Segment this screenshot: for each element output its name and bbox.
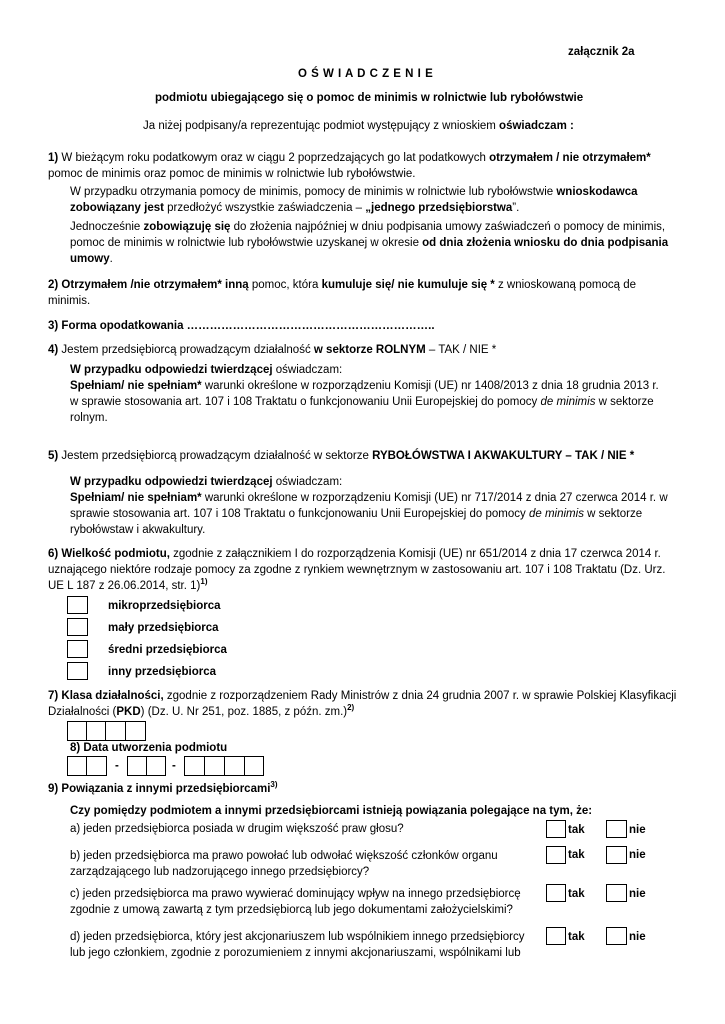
date-separator: - [115, 760, 119, 772]
date-month-cell[interactable] [127, 756, 147, 776]
section-4: 4) Jestem przedsiębiorcą prowadzącym działalność w sektorze ROLNYM – TAK / NIE * [48, 344, 497, 356]
no-label-b: nie [629, 849, 646, 861]
document-subtitle: podmiotu ubiegającego się o pomoc de minimis w rolnictwie lub rybołówstwie [155, 92, 584, 104]
document-title: O Ś W I A D C Z E N I E [298, 68, 434, 80]
section-6: 6) Wielkość podmiotu, zgodnie z załącznikiem I do rozporządzenia Komisji (UE) nr 651/2014 z dnia 17 czerwca 2014 r. uznającego niektóre rodzaje pomocy za zgodne z rynkiem wewnętrznym w zastosowaniu art. 107 i 108 Traktatu (Dz. Urz. UE L 187 z 26.06.2014, str. 1)$^{1)}$ [48, 548, 666, 592]
option-label-medium: średni przedsiębiorca [108, 644, 227, 656]
checkbox-medium[interactable] [67, 640, 88, 658]
relation-item-b: b) jeden przedsiębiorca ma prawo powołać lub odwołać większość członków organu zarządzającego lub nadzorującego innego przedsiębiorcy? [70, 850, 498, 878]
checkbox-micro[interactable] [67, 596, 88, 614]
no-checkbox-c[interactable] [606, 884, 627, 902]
date-year-cell[interactable] [184, 756, 205, 776]
section-1-para-2: W przypadku otrzymania pomocy de minimis, pomocy de minimis w rolnictwie lub rybołówstwie wnioskodawca zobowiązany jest przedłożyć wszystkie zaświadczenia – „jednego przedsiębiorstwa”. [70, 186, 638, 214]
relation-item-a: a) jeden przedsiębiorca posiada w drugim większość praw głosu? [70, 823, 404, 835]
date-day-cell[interactable] [67, 756, 87, 776]
relation-item-d: d) jeden przedsiębiorca, który jest akcjonariuszem lub wspólnikiem innego przedsiębiorcy lub jego członkiem, zgodnie z porozumieniem z innymi akcjonariuszami, wspólnikami lub [70, 931, 525, 959]
date-year-cell[interactable] [204, 756, 225, 776]
section-9-question: Czy pomiędzy podmiotem a innymi przedsiębiorcami istnieją powiązania polegające na tym, że: [70, 805, 593, 817]
no-checkbox-d[interactable] [606, 927, 627, 945]
section-5: 5) Jestem przedsiębiorcą prowadzącym działalność w sektorze RYBOŁÓWSTWA I AKWAKULTURY – TAK / NIE * [48, 450, 635, 462]
pkd-cell[interactable] [67, 721, 87, 741]
section-5-details: W przypadku odpowiedzi twierdzącej oświadczam: Spełniam/ nie spełniam* warunki określone w rozporządzeniu Komisji (UE) nr 717/2014 z dnia 27 czerwca 2014 r. w sprawie stosowania art. 107 i 108 Traktatu o funkcjonowaniu Unii Europejskiej do pomocy de minimis w sektorze rybołówstaw i akwakultury. [70, 476, 668, 536]
date-year-cell[interactable] [224, 756, 245, 776]
section-1-para-3: Jednocześnie zobowiązuję się do złożenia najpóźniej w dniu podpisania umowy zaświadczeń o pomocy de minimis, pomoc de minimis w rolnictwie lub rybołówstwie uzyskanej w okresie od dnia złożenia wniosku do dnia podpisania umowy. [70, 221, 669, 265]
annex-label: załącznik 2a [568, 46, 635, 58]
no-label-d: nie [629, 931, 646, 943]
yes-checkbox-c[interactable] [546, 884, 566, 902]
option-label-micro: mikroprzedsiębiorca [108, 600, 221, 612]
yes-checkbox-d[interactable] [546, 927, 566, 945]
yes-label-b: tak [568, 849, 585, 861]
no-label-c: nie [629, 888, 646, 900]
section-8-label: 8) Data utworzenia podmiotu [70, 742, 228, 754]
date-day-cell[interactable] [86, 756, 107, 776]
pkd-cell[interactable] [86, 721, 106, 741]
yes-checkbox-a[interactable] [546, 820, 566, 838]
option-label-small: mały przedsiębiorca [108, 622, 219, 634]
no-checkbox-a[interactable] [606, 820, 627, 838]
yes-checkbox-b[interactable] [546, 846, 566, 864]
option-label-other: inny przedsiębiorca [108, 666, 217, 678]
checkbox-small[interactable] [67, 618, 88, 636]
yes-label-a: tak [568, 824, 585, 836]
section-3-tax-form[interactable]: 3) Forma opodatkowania ……………………………………………………….. [48, 320, 435, 332]
yes-label-c: tak [568, 888, 585, 900]
relation-item-c: c) jeden przedsiębiorca ma prawo wywierać dominujący wpływ na innego przedsiębiorcę zgodnie z umową zawartą z tym przedsiębiorcą lub jego dokumentami założycielskimi? [70, 888, 521, 916]
section-2: 2) Otrzymałem /nie otrzymałem* inną pomoc, która kumuluje się/ nie kumuluje się * z wnioskowaną pomocą de minimis. [48, 279, 637, 307]
pkd-cell[interactable] [105, 721, 126, 741]
checkbox-other[interactable] [67, 662, 88, 680]
section-9-label: 9) Powiązania z innymi przedsiębiorcami$^{3)}$ [48, 780, 278, 795]
yes-label-d: tak [568, 931, 585, 943]
section-7: 7) Klasa działalności, zgodnie z rozporządzeniem Rady Ministrów z dnia 24 grudnia 2007 r. w sprawie Polskiej Klasyfikacji Działalności (PKD) (Dz. U. Nr 251, poz. 1885, z późn. zm.)$^{2)}$ [48, 690, 677, 718]
date-year-cell[interactable] [244, 756, 264, 776]
no-label-a: nie [629, 824, 646, 836]
section-4-details: W przypadku odpowiedzi twierdzącej oświadczam: Spełniam/ nie spełniam* warunki określone w rozporządzeniu Komisji (UE) nr 1408/2013 z dnia 18 grudnia 2013 r. w sprawie stosowania art. 107 i 108 Traktatu o funkcjonowaniu Unii Europejskiej do pomocy de minimis w sektorze rolnym. [70, 364, 659, 424]
date-month-cell[interactable] [146, 756, 166, 776]
no-checkbox-b[interactable] [606, 846, 627, 864]
date-separator: - [172, 760, 176, 772]
pkd-cell[interactable] [125, 721, 146, 741]
intro-line: Ja niżej podpisany/a reprezentując podmiot występujący z wnioskiem oświadczam : [143, 120, 574, 132]
section-1: 1) W bieżącym roku podatkowym oraz w ciągu 2 poprzedzających go lat podatkowych otrzymałem / nie otrzymałem* pomoc de minimis oraz pomoc de minimis w rolnictwie lub rybołówstwie. [48, 152, 651, 180]
